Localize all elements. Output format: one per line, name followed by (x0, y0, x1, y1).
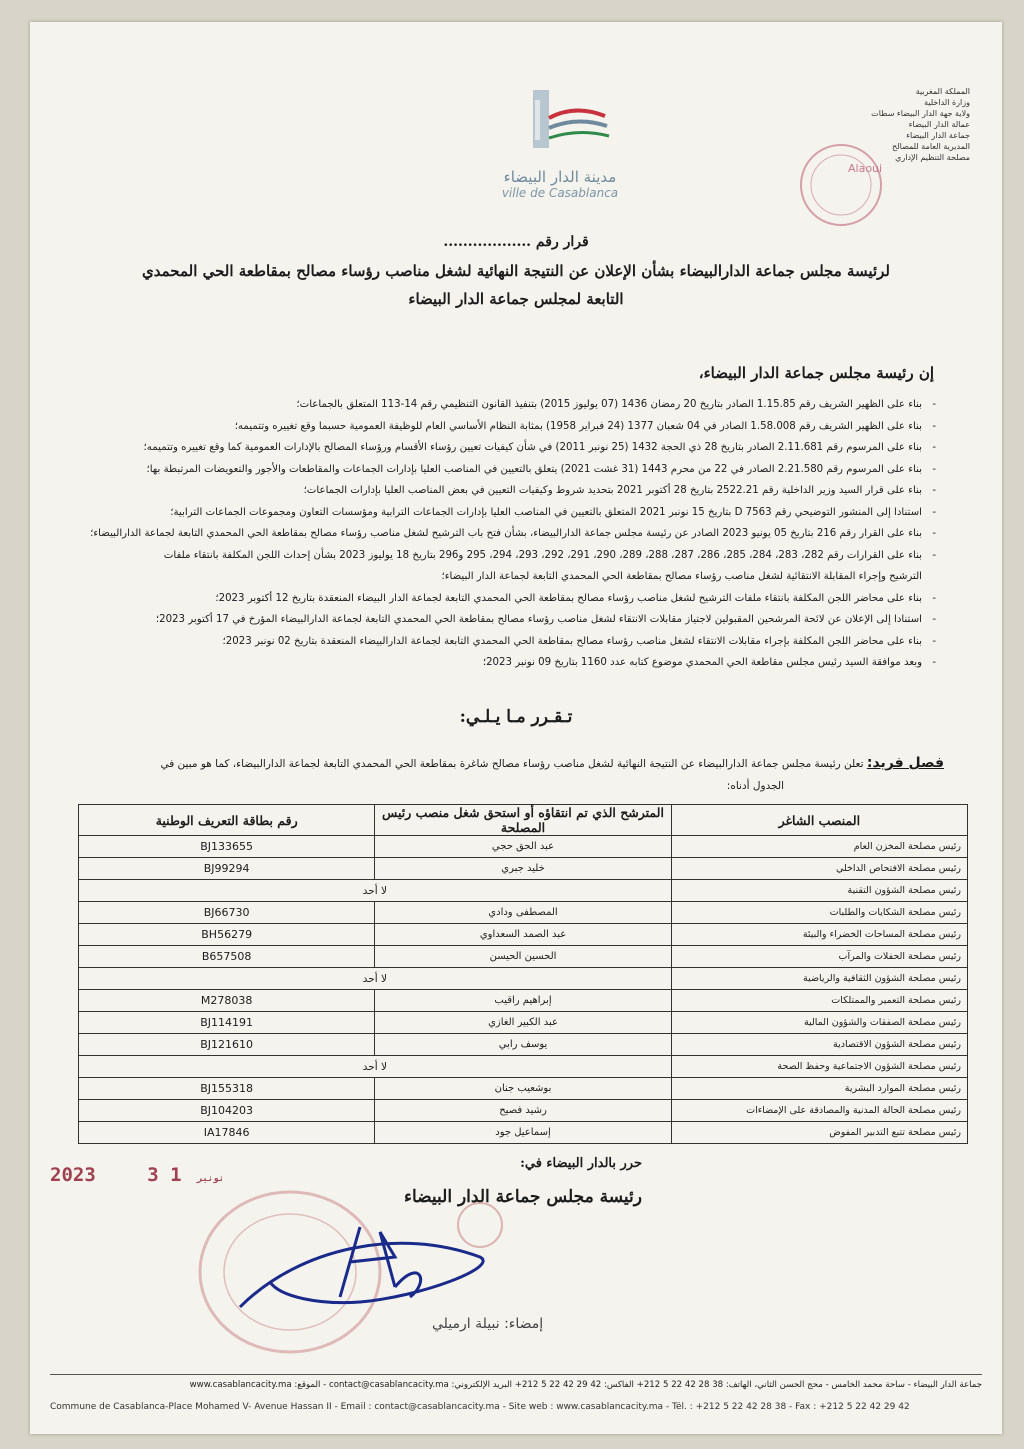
authority-line: عمالة الدار البيضاء (908, 120, 970, 129)
preamble-item: - وبعد موافقة السيد رئيس مجلس مقاطعة الحي المحمدي موضوع كتابه عدد 1160 بتاريخ 09 نونبر 2023؛ (482, 657, 936, 668)
cell-post: رئيس مصلحة الشؤون الاقتصادية (671, 1034, 967, 1056)
table-row (79, 858, 968, 880)
cell-cin: IA17846 (79, 1122, 375, 1144)
authority-line: المملكة المغربية (915, 87, 970, 96)
authority-line: المديرية العامة للمصالح (892, 142, 970, 151)
cell-cin: BJ114191 (79, 1012, 375, 1034)
authority-line: جماعة الدار البيضاء (906, 131, 970, 140)
results-table-wrapper (78, 804, 968, 1144)
preamble-item: - بناء على القرار رقم 216 بتاريخ 05 يونيو 2023 الصادر عن رئيسة مجلس جماعة الدارالبيضاء، بشأن فتح باب الترشيح لشغل مناصب رؤساء مصالح بمقاطعة الحي المحمدي التابعة لجماعة الدارالبيضاء؛ (90, 528, 936, 539)
preamble-item: - بناء على الظهير الشريف رقم 1.15.85 الصادر بتاريخ 20 رمضان 1436 (07 يوليوز 2015) بتنفيذ القانون التنظيمي رقم 14-113 المتعلق بالجماعات؛ (296, 399, 936, 410)
preamble-item: - بناء على محاضر اللجن المكلفة بإجراء مقابلات الانتقاء لشغل مناصب رؤساء مصالح بمقاطعة الحي المحمدي التابعة لجماعة الدارالبيضاء المنعقدة بتاريخ 02 نونبر 2023؛ (222, 635, 936, 647)
cell-candidate: إسماعيل جود (375, 1122, 671, 1144)
cell-post: رئيس مصلحة الموارد البشرية (671, 1078, 967, 1100)
decision-title-line2: التابعة لمجلس جماعة الدار البيضاء (408, 290, 624, 308)
table-row (79, 1012, 968, 1034)
preamble-item: - استنادا إلى المنشور التوضيحي رقم D 7563 بتاريخ 15 نونبر 2021 المتعلق بالتعيين في المناصب العليا بإدارات الجماعات الترابية ومؤسسات التعاون ومجموعات الجماعات الترابية؛ (170, 506, 936, 518)
table-row (79, 836, 968, 858)
column-header-post: المنصب الشاغر (671, 805, 967, 836)
signature-name: إمضاء: نبيلة ارميلي (432, 1316, 544, 1332)
table-row (79, 1056, 968, 1078)
cell-post: رئيس مصلحة الحالة المدنية والمصادقة على الإمضاءات (671, 1100, 967, 1122)
preamble-item-continuation: الترشيح وإجراء المقابلة الانتقائية لشغل مناصب رؤساء مصالح بمقاطعة الحي المحمدي التابعة لجماعة الدار البيضاء؛ (441, 571, 922, 582)
table-row (79, 924, 968, 946)
cell-cin: BJ121610 (79, 1034, 375, 1056)
article-text-end: الجدول أدناه: (726, 780, 784, 792)
addressee: إن رئيسة مجلس جماعة الدار البيضاء، (698, 364, 934, 382)
cell-cin: BJ155318 (79, 1078, 375, 1100)
authority-line: مصلحة التنظيم الإداري (895, 153, 970, 162)
cell-cin: BH56279 (79, 924, 375, 946)
footer-arabic: جماعة الدار البيضاء - ساحة محمد الخامس - محج الحسن الثاني، الهاتف: 38 28 42 22 5 212+ الفاكس: 42 29 42 22 5 212+ البريد الإلكتروني: contact@casablancacity.ma - الموقع: www.casablancacity.ma (189, 1380, 982, 1390)
cell-candidate: بوشعيب جنان (375, 1078, 671, 1100)
casablanca-logo-icon (505, 82, 615, 162)
cell-candidate: يوسف رابي (375, 1034, 671, 1056)
cell-candidate: المصطفى ودادي (375, 902, 671, 924)
stamp-year: 2023 (50, 1164, 96, 1186)
preamble-list (56, 394, 936, 674)
table-row (79, 990, 968, 1012)
stamp-month: نونبر (197, 1174, 225, 1184)
cell-post: رئيس مصلحة المساحات الخضراء والبيئة (671, 924, 967, 946)
column-header-cin: رقم بطاقة التعريف الوطنية (79, 805, 375, 836)
document-page (30, 22, 1002, 1434)
signatory-title: رئيسة مجلس جماعة الدار البيضاء (403, 1187, 642, 1207)
preamble-item: - بناء على قرار السيد وزير الداخلية رقم 2522.21 بتاريخ 28 أكتوبر 2021 بتحديد شروط وكيفيات التعيين في بعض المناصب العليا بإدارات الجماعات؛ (303, 485, 936, 496)
preamble-item: - بناء على محاضر اللجن المكلفة بانتقاء ملفات الترشيح لشغل مناصب رؤساء مصالح بمقاطعة الحي المحمدي التابعة لجماعة الدار البيضاء المنعقدة بتاريخ 12 أكتوبر 2023؛ (215, 592, 936, 604)
cell-post: رئيس مصلحة التعمير والممتلكات (671, 990, 967, 1012)
cell-candidate: خليد جبري (375, 858, 671, 880)
cell-post: رئيس مصلحة الشؤون الاجتماعية وحفظ الصحة (671, 1056, 967, 1078)
cell-candidate: عبد الكبير الغازي (375, 1012, 671, 1034)
table-row (79, 968, 968, 990)
single-article (64, 752, 944, 797)
cell-post: رئيس مصلحة الشكايات والطلبات (671, 902, 967, 924)
official-seal-icon (798, 142, 884, 228)
cell-no-candidate: لا أحد (79, 880, 672, 902)
cell-candidate: عبد الحق حجي (375, 836, 671, 858)
table-row (79, 902, 968, 924)
logo-name-arabic: مدينة الدار البيضاء (503, 168, 617, 186)
table-row (79, 880, 968, 902)
cell-post: رئيس مصلحة الشؤون التقنية (671, 880, 967, 902)
cell-candidate: الحسين الحيسن (375, 946, 671, 968)
preamble-item: - بناء على القرارات رقم 282، 283، 284، 285، 286، 287، 288، 289، 290، 291، 292، 293، 294، 295 و296 بتاريخ 18 يوليوز 2023 بشأن إحداث اللجن المكلفة بانتقاء ملفات (163, 549, 936, 561)
seal-text: Alaoui (848, 162, 883, 175)
cell-candidate: رشيد فصيح (375, 1100, 671, 1122)
preamble-item: - بناء على المرسوم رقم 2.21.580 الصادر في 22 من محرم 1443 (31 غشت 2021) يتعلق بالتعيين في المناصب العليا بإدارات الجماعات والمقاطعات والأجور والتعويضات المرتبطة بها؛ (146, 463, 936, 475)
results-table-body (79, 836, 968, 1144)
cell-post: رئيس مصلحة تتبع التدبير المفوض (671, 1122, 967, 1144)
cell-candidate: عبد الصمد السعداوي (375, 924, 671, 946)
logo-name-french: ville de Casablanca (501, 186, 619, 200)
table-row (79, 1122, 968, 1144)
table-row (79, 946, 968, 968)
preamble-item: - استنادا إلى الإعلان عن لائحة المرشحين المقبولين لاجتياز مقابلات الانتقاء لشغل مناصب رؤساء مصالح بمقاطعة الحي المحمدي التابعة لجماعة الدارالبيضاء المؤرخ في 17 أكتوبر 2023؛ (155, 614, 936, 625)
city-logo (500, 82, 620, 207)
article-heading: فصل فريد: (866, 755, 944, 771)
done-at: حرر بالدار البيضاء في: (520, 1156, 642, 1171)
results-table (78, 804, 968, 1144)
cell-cin: BJ66730 (79, 902, 375, 924)
authority-line: ولاية جهة الدار البيضاء سطات (871, 109, 970, 118)
cell-cin: B657508 (79, 946, 375, 968)
article-text: تعلن رئيسة مجلس جماعة الدارالبيضاء عن النتيجة النهائية لشغل مناصب رؤساء مصالح شاغرة بمقاطعة الحي المحمدي التابعة لجماعة الدارالبيضاء، كما هو مبين في (160, 758, 864, 770)
cell-post: رئيس مصلحة الشؤون الثقافية والرياضية (671, 968, 967, 990)
cell-cin: BJ104203 (79, 1100, 375, 1122)
cell-cin: BJ99294 (79, 858, 375, 880)
date-stamp (50, 1164, 224, 1186)
decision-title-line1: لرئيسة مجلس جماعة الدارالبيضاء بشأن الإعلان عن النتيجة النهائية لشغل مناصب رؤساء مصالح بمقاطعة الحي المحمدي (142, 262, 890, 280)
decision-number: قرار رقم .................. (443, 234, 589, 250)
cell-no-candidate: لا أحد (79, 968, 672, 990)
table-row (79, 1034, 968, 1056)
stamp-day: 1 3 (147, 1164, 182, 1186)
cell-post: رئيس مصلحة الحفلات والمرآب (671, 946, 967, 968)
table-row (79, 1078, 968, 1100)
footer-divider (50, 1374, 982, 1375)
column-header-candidate: المترشح الذي تم انتقاؤه أو استحق شغل منصب رئيس المصلحة (375, 805, 671, 836)
cell-cin: BJ133655 (79, 836, 375, 858)
preamble-item: - بناء على المرسوم رقم 2.11.681 الصادر بتاريخ 28 ذي الحجة 1432 (25 نونبر 2011) في شأن كيفيات تعيين رؤساء الأقسام ورؤساء المصالح بالإدارات العمومية كما وقع تغييره وتتميمه؛ (143, 442, 936, 453)
authority-line: وزارة الداخلية (924, 98, 970, 107)
table-row (79, 1100, 968, 1122)
cell-cin: M278038 (79, 990, 375, 1012)
table-header-row (79, 805, 968, 836)
footer-french: Commune de Casablanca-Place Mohamed V- Avenue Hassan II - Email : contact@casablancacity.ma - Site web : www.casablancacity.ma - Tél. : +212 5 22 42 28 38 - Fax : +212 5 22 42 29 42 (50, 1402, 910, 1412)
cell-candidate: إبراهيم راقيب (375, 990, 671, 1012)
cell-post: رئيس مصلحة الافتحاص الداخلي (671, 858, 967, 880)
decision-heading: تـقـرر مـا يـلـي: (459, 707, 573, 727)
cell-post: رئيس مصلحة الصفقات والشؤون المالية (671, 1012, 967, 1034)
cell-no-candidate: لا أحد (79, 1056, 672, 1078)
preamble-item: - بناء على الظهير الشريف رقم 1.58.008 الصادر في 04 شعبان 1377 (24 فبراير 1958) بمثابة النظام الأساسي العام للوظيفة العمومية حسبما وقع تغييره وتتميمه؛ (234, 420, 936, 432)
cell-post: رئيس مصلحة المخزن العام (671, 836, 967, 858)
